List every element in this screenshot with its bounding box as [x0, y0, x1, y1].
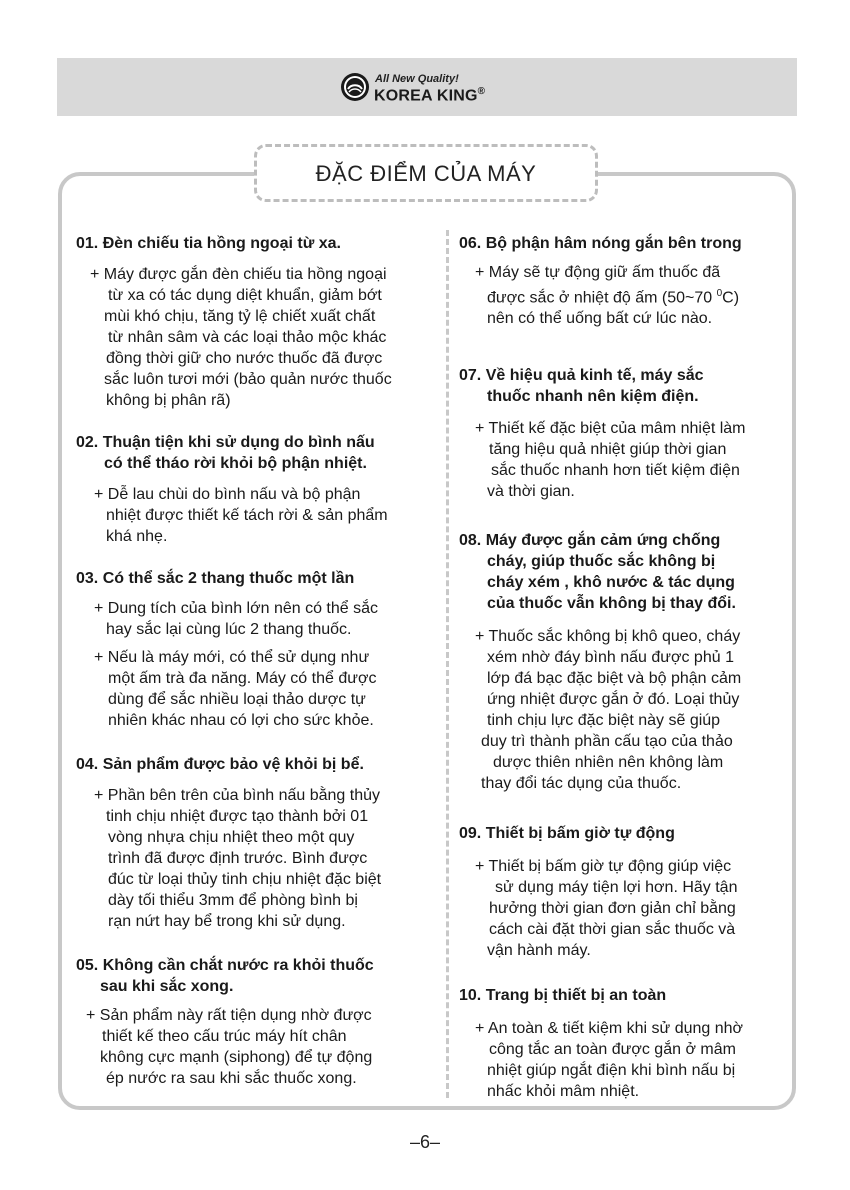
- feature-bullet: [76, 785, 381, 932]
- feature-heading-line: 06. Bộ phận hâm nóng gắn bên trong: [459, 235, 742, 252]
- feature-bullet-line: và thời gian.: [487, 483, 575, 500]
- brand-name: [374, 86, 485, 105]
- feature-heading-line: 07. Về hiệu quả kinh tế, máy sắc: [459, 367, 704, 384]
- feature-heading: [459, 985, 666, 1006]
- feature-bullet-line: một ấm trà đa năng. Máy có thể được: [108, 670, 377, 687]
- feature-bullet: [76, 264, 392, 411]
- feature-heading-line: 08. Máy được gắn cảm ứng chống: [459, 532, 721, 549]
- feature-bullet: [459, 626, 741, 794]
- feature-bullet-line: dược thiên nhiên nên không làm: [493, 754, 724, 771]
- feature-heading-line: 09. Thiết bị bấm giờ tự động: [459, 825, 675, 842]
- feature-heading-line: sau khi sắc xong.: [100, 978, 234, 995]
- feature-bullet-line: + Máy được gắn đèn chiếu tia hồng ngoại: [90, 266, 387, 283]
- feature-bullet: [459, 856, 737, 961]
- feature-bullet-line: hay sắc lại cùng lúc 2 thang thuốc.: [106, 621, 352, 638]
- left-feature-1: [76, 233, 341, 254]
- feature-bullet-line: nhấc khỏi mâm nhiệt.: [487, 1083, 640, 1100]
- feature-bullet-line: + Dễ lau chùi do bình nấu và bộ phận: [94, 486, 361, 503]
- right-feature-5: [459, 985, 666, 1006]
- feature-bullet-line: duy trì thành phần cấu tạo của thảo: [481, 733, 733, 750]
- degree-unit: C): [722, 289, 740, 307]
- left-feature-5: [76, 955, 374, 997]
- feature-bullet-line: được sắc ở nhiệt độ ấm (50~70 $^0$C): [487, 288, 740, 307]
- feature-bullet-line: lớp đá bạc đặc biệt và bộ phận cảm: [487, 670, 742, 687]
- feature-bullet-line: + Thiết bị bấm giờ tự động giúp việc: [475, 858, 732, 875]
- feature-bullet-line: + An toàn & tiết kiệm khi sử dụng nhờ: [475, 1020, 744, 1037]
- feature-heading: [76, 432, 375, 474]
- feature-heading: [459, 233, 742, 254]
- feature-bullet-line: không cực mạnh (siphong) để tự động: [100, 1049, 373, 1066]
- feature-bullet-line: rạn nứt hay bể trong khi sử dụng.: [108, 913, 346, 930]
- feature-heading-line: thuốc nhanh nên kiệm điện.: [487, 388, 699, 405]
- left-feature-4: [76, 754, 364, 775]
- feature-bullet-line: + Thuốc sắc không bị khô queo, cháy: [475, 628, 741, 645]
- feature-bullet-line: dày tối thiểu 3mm để phòng bình bị: [108, 892, 358, 909]
- feature-bullet-line: thiết kế theo cấu trúc máy hít chân: [102, 1028, 347, 1045]
- feature-bullet-line: tăng hiệu quả nhiệt giúp thời gian: [489, 441, 727, 458]
- feature-heading-line: của thuốc vẫn không bị thay đổi.: [487, 595, 736, 612]
- feature-bullet-line: xém nhờ đáy bình nấu được phủ 1: [487, 649, 734, 666]
- feature-bullet-line: + Thiết kế đặc biệt của mâm nhiệt làm: [475, 420, 746, 437]
- right-feature-2: [459, 365, 704, 407]
- feature-bullet: [76, 1005, 372, 1089]
- feature-bullet-line: vận hành máy.: [487, 942, 591, 959]
- feature-bullet-line: vòng nhựa chịu nhiệt theo một quy: [108, 829, 355, 846]
- degree-symbol: 0: [716, 288, 723, 299]
- registered-mark: ®: [477, 86, 486, 97]
- feature-heading-line: 05. Không cần chắt nước ra khỏi thuốc: [76, 957, 374, 974]
- feature-heading: [76, 955, 374, 997]
- feature-bullet: [459, 262, 739, 329]
- feature-bullet-line: nhiệt giúp ngắt điện khi bình nấu bị: [487, 1062, 736, 1079]
- feature-heading-line: cháy xém , khô nước & tác dụng: [487, 574, 735, 591]
- brand-name-text: KOREA KING: [374, 87, 478, 105]
- feature-heading-line: 04. Sản phẩm được bảo vệ khỏi bị bể.: [76, 756, 364, 773]
- feature-bullet: [76, 598, 378, 640]
- title-box: [254, 144, 598, 202]
- feature-bullet-line: ứng nhiệt được gắn ở đó. Loại thủy: [487, 691, 740, 708]
- feature-bullet-line: thay đổi tác dụng của thuốc.: [481, 775, 682, 792]
- feature-bullet-line: + Máy sẽ tự động giữ ấm thuốc đã: [475, 264, 721, 281]
- feature-heading-line: cháy, giúp thuốc sắc không bị: [487, 553, 716, 570]
- feature-bullet-line: + Sản phẩm này rất tiện dụng nhờ được: [86, 1007, 372, 1024]
- feature-bullet-line: trình đã được định trước. Bình được: [108, 850, 368, 867]
- feature-bullet-line: nhiệt được thiết kế tách rời & sản phẩm: [106, 507, 388, 524]
- brand-tagline: All New Quality!: [375, 73, 459, 85]
- feature-bullet-line: nhiên khác nhau có lợi cho sức khỏe.: [108, 712, 374, 729]
- feature-heading-line: 10. Trang bị thiết bị an toàn: [459, 987, 667, 1004]
- feature-bullet: [76, 484, 388, 547]
- feature-bullet-line: từ xa có tác dụng diệt khuẩn, giảm bớt: [108, 287, 382, 304]
- feature-heading: [459, 365, 704, 407]
- feature-bullet-line: tinh chịu nhiệt được tạo thành bởi 01: [106, 808, 369, 825]
- feature-bullet-line: + Phần bên trên của bình nấu bằng thủy: [94, 787, 381, 804]
- right-feature-1: [459, 233, 742, 254]
- feature-heading: [76, 754, 364, 775]
- feature-heading-line: 01. Đèn chiếu tia hồng ngoại từ xa.: [76, 235, 341, 252]
- feature-bullet-line: sắc luôn tươi mới (bảo quản nước thuốc: [104, 371, 392, 388]
- feature-bullet-line: mùi khó chịu, tăng tỷ lệ chiết xuất chất: [104, 308, 376, 325]
- feature-bullet-line: đồng thời giữ cho nước thuốc đã được: [106, 350, 383, 367]
- feature-heading: [459, 823, 675, 844]
- brand-logo: [340, 70, 520, 106]
- feature-bullet-line: không bị phân rã): [106, 392, 231, 409]
- feature-bullet-line: công tắc an toàn được gắn ở mâm: [489, 1041, 736, 1058]
- feature-heading: [76, 233, 341, 254]
- right-feature-3: [459, 530, 736, 614]
- feature-bullet-line: ép nước ra sau khi sắc thuốc xong.: [106, 1070, 357, 1087]
- feature-bullet: [459, 418, 746, 502]
- feature-bullet-line: khá nhẹ.: [106, 528, 168, 545]
- feature-heading-line: có thể tháo rời khỏi bộ phận nhiệt.: [104, 455, 367, 472]
- korea-king-emblem-icon: [340, 72, 370, 102]
- feature-bullet: [76, 647, 376, 731]
- feature-bullet-line: đúc từ loại thủy tinh chịu nhiệt đặc biệt: [108, 871, 382, 888]
- feature-bullet-line: cách cài đặt thời gian sắc thuốc và: [489, 921, 736, 938]
- left-feature-3: [76, 568, 354, 589]
- feature-bullet-line: + Nếu là máy mới, có thể sử dụng như: [94, 649, 370, 666]
- feature-bullet: [459, 1018, 743, 1102]
- feature-heading-line: 02. Thuận tiện khi sử dụng do bình nấu: [76, 434, 375, 451]
- page-title: ĐẶC ĐIỂM CỦA MÁY: [315, 161, 537, 186]
- feature-bullet-line: dùng để sắc nhiều loại thảo dược tự: [108, 691, 366, 708]
- feature-bullet-line: nên có thể uống bất cứ lúc nào.: [487, 310, 713, 328]
- feature-bullet-line: sắc thuốc nhanh hơn tiết kiệm điện: [491, 462, 740, 479]
- feature-bullet-line: từ nhân sâm và các loại thảo mộc khác: [108, 329, 387, 346]
- feature-heading-line: 03. Có thể sắc 2 thang thuốc một lần: [76, 570, 355, 587]
- feature-heading: [459, 530, 736, 614]
- feature-bullet-line: + Dung tích của bình lớn nên có thể sắc: [94, 600, 379, 617]
- left-feature-2: [76, 432, 375, 474]
- feature-bullet-line: sử dụng máy tiện lợi hơn. Hãy tận: [495, 879, 738, 896]
- feature-heading: [76, 568, 354, 589]
- right-feature-4: [459, 823, 675, 844]
- column-divider: [446, 230, 449, 1098]
- page-number: –6–: [409, 1132, 441, 1152]
- feature-bullet-line: tinh chịu lực đặc biệt này sẽ giúp: [487, 712, 721, 729]
- feature-bullet-line: hưởng thời gian đơn giản chỉ bằng: [489, 900, 736, 917]
